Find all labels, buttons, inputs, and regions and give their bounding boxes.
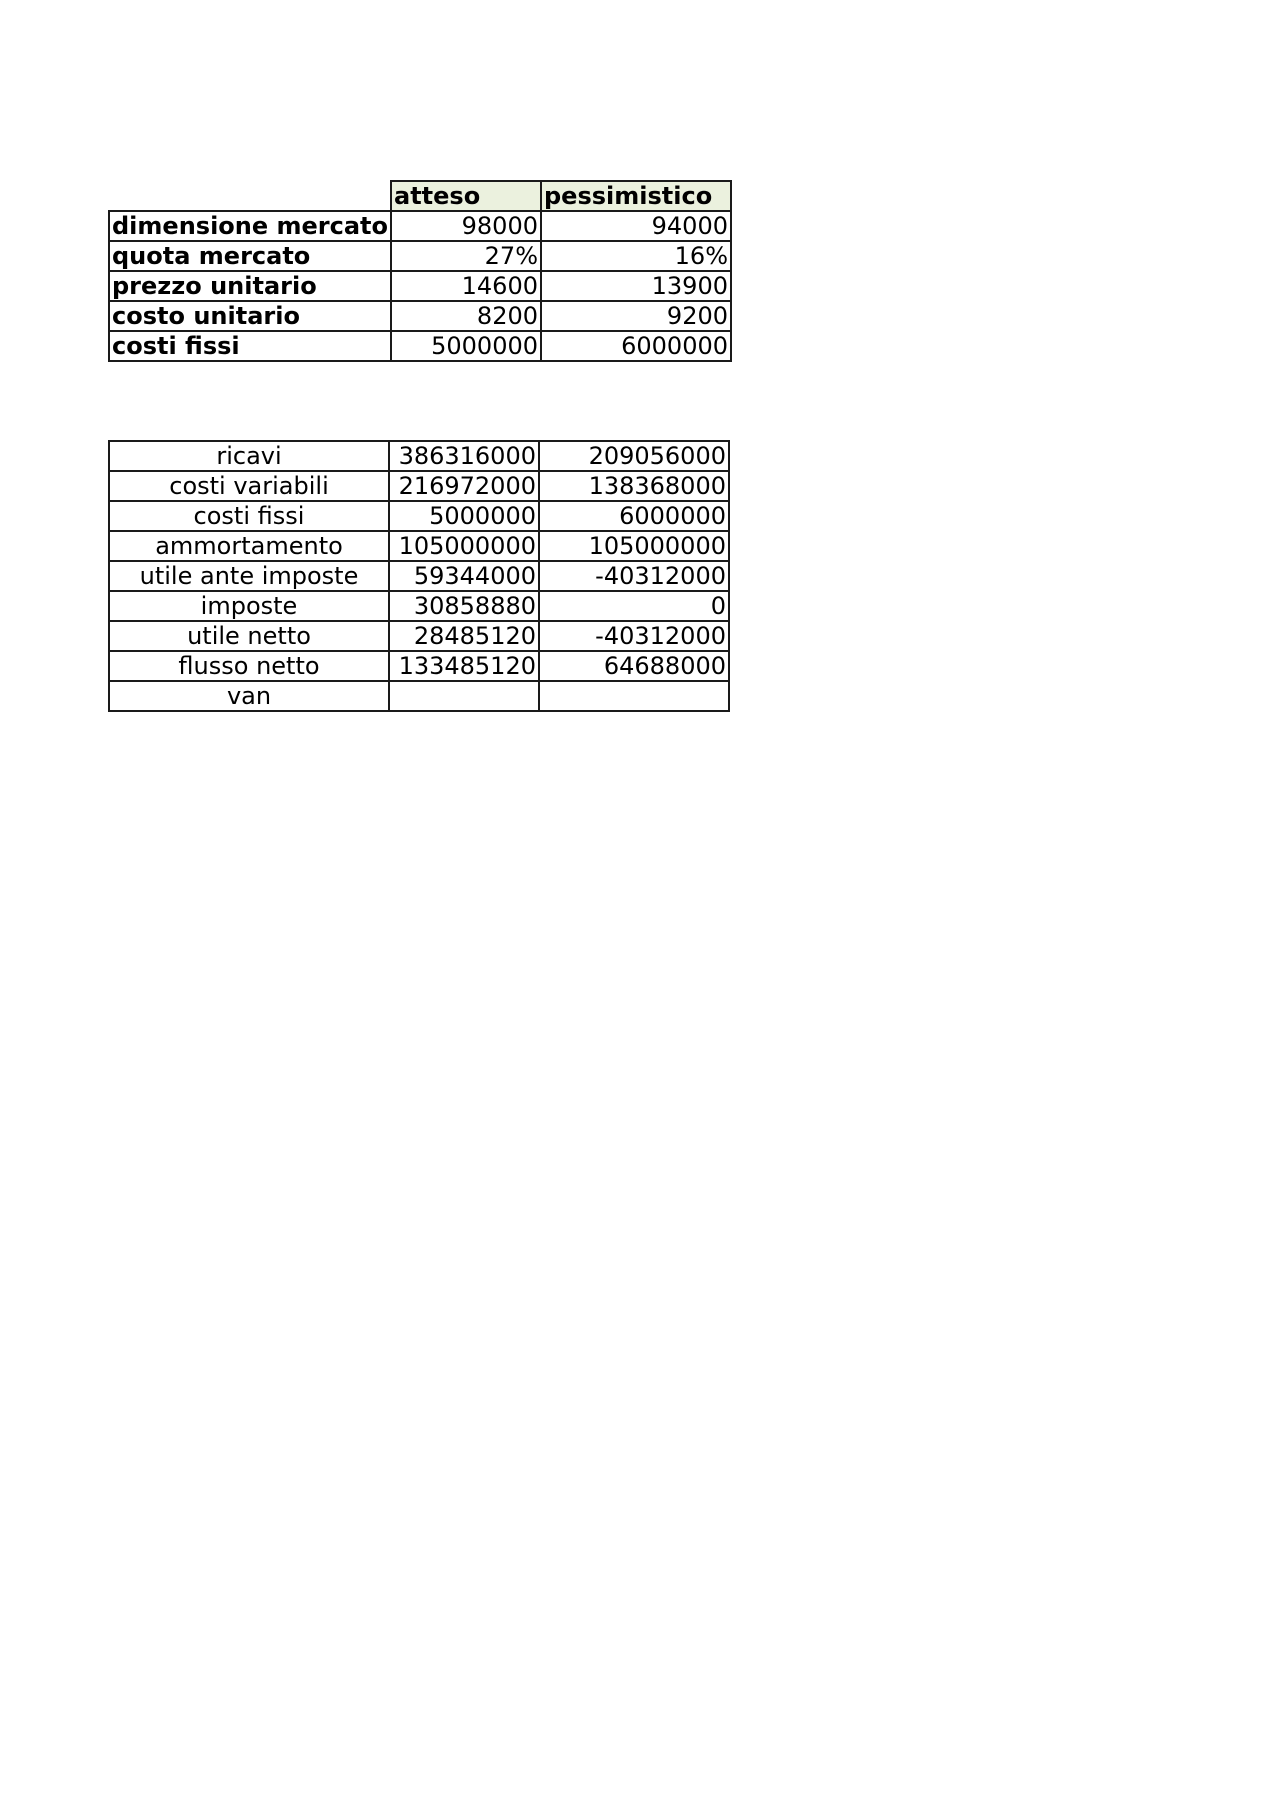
row-label[interactable]: van: [109, 681, 389, 711]
header-row: [109, 181, 731, 211]
cell-pessimistico[interactable]: 16%: [541, 241, 731, 271]
table-row: [109, 331, 731, 361]
table-row: [109, 441, 729, 471]
table-row: [109, 471, 729, 501]
cell-atteso[interactable]: 30858880: [389, 591, 539, 621]
row-label[interactable]: costi fissi: [109, 501, 389, 531]
table-row: [109, 531, 729, 561]
cell-atteso[interactable]: 5000000: [389, 501, 539, 531]
cell-pessimistico[interactable]: 105000000: [539, 531, 729, 561]
cell-atteso[interactable]: 8200: [391, 301, 541, 331]
cell-atteso[interactable]: 28485120: [389, 621, 539, 651]
cell-atteso[interactable]: 98000: [391, 211, 541, 241]
row-label[interactable]: dimensione mercato: [109, 211, 391, 241]
cell-atteso[interactable]: 59344000: [389, 561, 539, 591]
cell-pessimistico[interactable]: -40312000: [539, 621, 729, 651]
table-row: [109, 561, 729, 591]
cell-atteso[interactable]: 133485120: [389, 651, 539, 681]
table-row: [109, 621, 729, 651]
cell-pessimistico[interactable]: [539, 681, 729, 711]
cell-pessimistico[interactable]: 0: [539, 591, 729, 621]
row-label[interactable]: quota mercato: [109, 241, 391, 271]
table-row: [109, 681, 729, 711]
table-row: [109, 211, 731, 241]
row-label[interactable]: utile netto: [109, 621, 389, 651]
cell-pessimistico[interactable]: 6000000: [539, 501, 729, 531]
row-label[interactable]: imposte: [109, 591, 389, 621]
row-label[interactable]: ricavi: [109, 441, 389, 471]
row-label[interactable]: prezzo unitario: [109, 271, 391, 301]
cell-atteso[interactable]: 27%: [391, 241, 541, 271]
header-pessimistico[interactable]: pessimistico: [541, 181, 731, 211]
cell-pessimistico[interactable]: 6000000: [541, 331, 731, 361]
table-row: [109, 591, 729, 621]
cell-atteso[interactable]: [389, 681, 539, 711]
cell-pessimistico[interactable]: 138368000: [539, 471, 729, 501]
table-row: [109, 241, 731, 271]
cell-atteso[interactable]: 5000000: [391, 331, 541, 361]
cell-pessimistico[interactable]: 13900: [541, 271, 731, 301]
row-label[interactable]: costi variabili: [109, 471, 389, 501]
table-row: [109, 651, 729, 681]
cell-pessimistico[interactable]: 209056000: [539, 441, 729, 471]
row-label[interactable]: costo unitario: [109, 301, 391, 331]
cell-pessimistico[interactable]: 9200: [541, 301, 731, 331]
cell-atteso[interactable]: 14600: [391, 271, 541, 301]
row-label[interactable]: ammortamento: [109, 531, 389, 561]
row-label[interactable]: flusso netto: [109, 651, 389, 681]
header-atteso[interactable]: atteso: [391, 181, 541, 211]
empty-corner-cell[interactable]: [109, 181, 391, 211]
scenario-parameters-table: [108, 180, 732, 362]
results-table: [108, 440, 730, 712]
cell-atteso[interactable]: 105000000: [389, 531, 539, 561]
cell-pessimistico[interactable]: -40312000: [539, 561, 729, 591]
table-row: [109, 301, 731, 331]
cell-pessimistico[interactable]: 94000: [541, 211, 731, 241]
cell-atteso[interactable]: 216972000: [389, 471, 539, 501]
table-row: [109, 271, 731, 301]
row-label[interactable]: utile ante imposte: [109, 561, 389, 591]
row-label[interactable]: costi fissi: [109, 331, 391, 361]
cell-pessimistico[interactable]: 64688000: [539, 651, 729, 681]
cell-atteso[interactable]: 386316000: [389, 441, 539, 471]
table-row: [109, 501, 729, 531]
